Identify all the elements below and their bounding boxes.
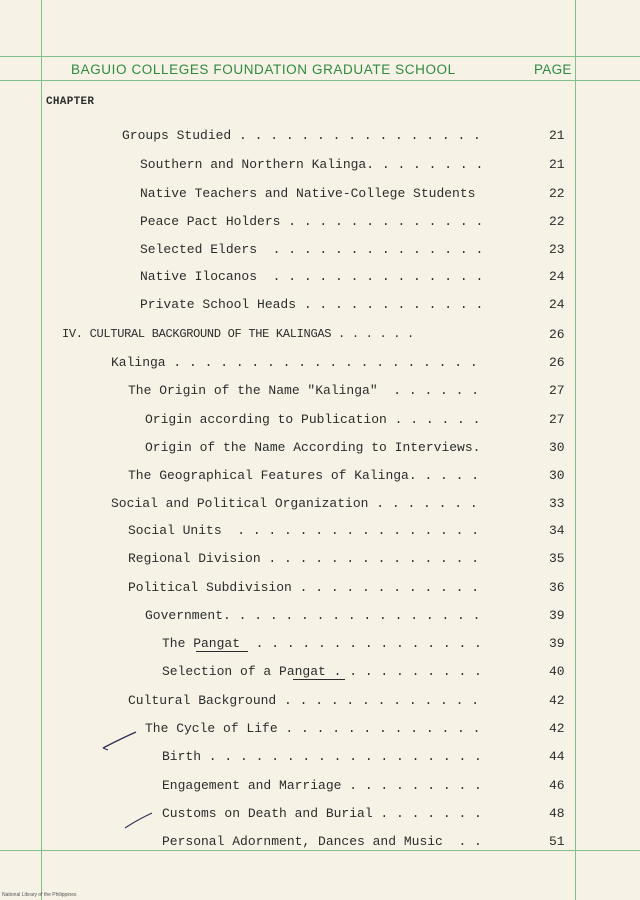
toc-page-number: 27 [549,383,565,398]
toc-entry: Native Ilocanos . . . . . . . . . . . . . . [140,269,484,284]
toc-entry: Native Teachers and Native-College Students [140,186,476,201]
toc-page-number: 24 [549,269,565,284]
toc-row [0,440,640,462]
toc-page-number: 44 [549,749,565,764]
toc-page-number: 42 [549,721,565,736]
toc-row [0,214,640,236]
toc-row [0,636,640,658]
toc-row [0,608,640,630]
toc-entry: Government. . . . . . . . . . . . . . . . . [145,608,481,623]
toc-page-number: 22 [549,186,565,201]
toc-entry: Social and Political Organization . . . . . . . [111,496,478,511]
toc-entry: Cultural Background . . . . . . . . . . . . . [128,693,480,708]
toc-entry: Customs on Death and Burial . . . . . . . [162,806,482,821]
school-name: BAGUIO COLLEGES FOUNDATION GRADUATE SCHOOL [71,62,456,77]
toc-row [0,327,640,349]
toc-entry: Personal Adornment, Dances and Music . . [162,834,482,849]
toc-row [0,749,640,771]
toc-entry: Southern and Northern Kalinga. . . . . . . . [140,157,484,172]
toc-entry: Political Subdivision . . . . . . . . . . . . [128,580,480,595]
toc-page-number: 26 [549,327,565,342]
toc-row [0,157,640,179]
toc-page-number: 30 [549,440,565,455]
toc-page-number: 36 [549,580,565,595]
toc-entry: The Origin of the Name "Kalinga" . . . . . . [128,383,480,398]
archive-footer: National Library of the Philippines [2,892,77,898]
toc-entry: The Cycle of Life . . . . . . . . . . . . . [145,721,481,736]
header-bottom-rule [0,80,640,81]
toc-entry: Selected Elders . . . . . . . . . . . . . . [140,242,484,257]
toc-entry: Kalinga . . . . . . . . . . . . . . . . . . . . [111,355,478,370]
toc-page-number: 39 [549,636,565,651]
toc-row [0,269,640,291]
toc-page-number: 39 [549,608,565,623]
toc-row [0,721,640,743]
toc-page-number: 21 [549,128,565,143]
toc-page-number: 23 [549,242,565,257]
toc-page-number: 33 [549,496,565,511]
toc-entry: Private School Heads . . . . . . . . . . . . [140,297,484,312]
toc-page-number: 24 [549,297,565,312]
toc-row [0,468,640,490]
toc-row [0,412,640,434]
toc-entry: Regional Division . . . . . . . . . . . . . . [128,551,480,566]
toc-row [0,297,640,319]
chapter-column-label: CHAPTER [46,96,95,108]
toc-row [0,664,640,686]
toc-row [0,806,640,828]
toc-row [0,834,640,856]
toc-entry: The Pangat . . . . . . . . . . . . . . . [162,636,482,651]
toc-row [0,778,640,800]
toc-chapter-entry: IV. CULTURAL BACKGROUND OF THE KALINGAS . . . . . . [62,327,414,341]
toc-row [0,383,640,405]
toc-page-number: 26 [549,355,565,370]
pen-check-mark-icon [122,810,156,832]
toc-page-number: 27 [549,412,565,427]
page-header [0,60,640,80]
toc-page-number: 21 [549,157,565,172]
toc-entry: The Geographical Features of Kalinga. . . . . [128,468,480,483]
toc-entry: Groups Studied . . . . . . . . . . . . . . . . [122,128,481,143]
pen-check-mark-icon [100,728,140,754]
toc-row [0,186,640,208]
toc-page-number: 42 [549,693,565,708]
toc-row [0,242,640,264]
toc-entry: Birth . . . . . . . . . . . . . . . . . . [162,749,482,764]
toc-row [0,693,640,715]
toc-page-number: 34 [549,523,565,538]
toc-page-number: 35 [549,551,565,566]
toc-page-number: 48 [549,806,565,821]
pangat-underline [293,679,345,680]
toc-row [0,128,640,150]
toc-page-number: 22 [549,214,565,229]
toc-entry: Peace Pact Holders . . . . . . . . . . . . . [140,214,484,229]
toc-row [0,496,640,518]
toc-entry: Selection of a Pangat . . . . . . . . . . [162,664,482,679]
toc-page-number: 30 [549,468,565,483]
toc-row [0,580,640,602]
toc-page-number: 40 [549,664,565,679]
toc-page-number: 46 [549,778,565,793]
pangat-underline [196,651,248,652]
toc-row [0,551,640,573]
toc-row [0,355,640,377]
toc-page-number: 51 [549,834,565,849]
toc-entry: Engagement and Marriage . . . . . . . . . [162,778,482,793]
header-top-rule [0,56,640,57]
toc-row [0,523,640,545]
toc-entry: Social Units . . . . . . . . . . . . . . . . [128,523,480,538]
toc-entry: Origin according to Publication . . . . . . [145,412,481,427]
page-column-label: PAGE [534,62,572,77]
toc-entry: Origin of the Name According to Interviews. [145,440,481,455]
